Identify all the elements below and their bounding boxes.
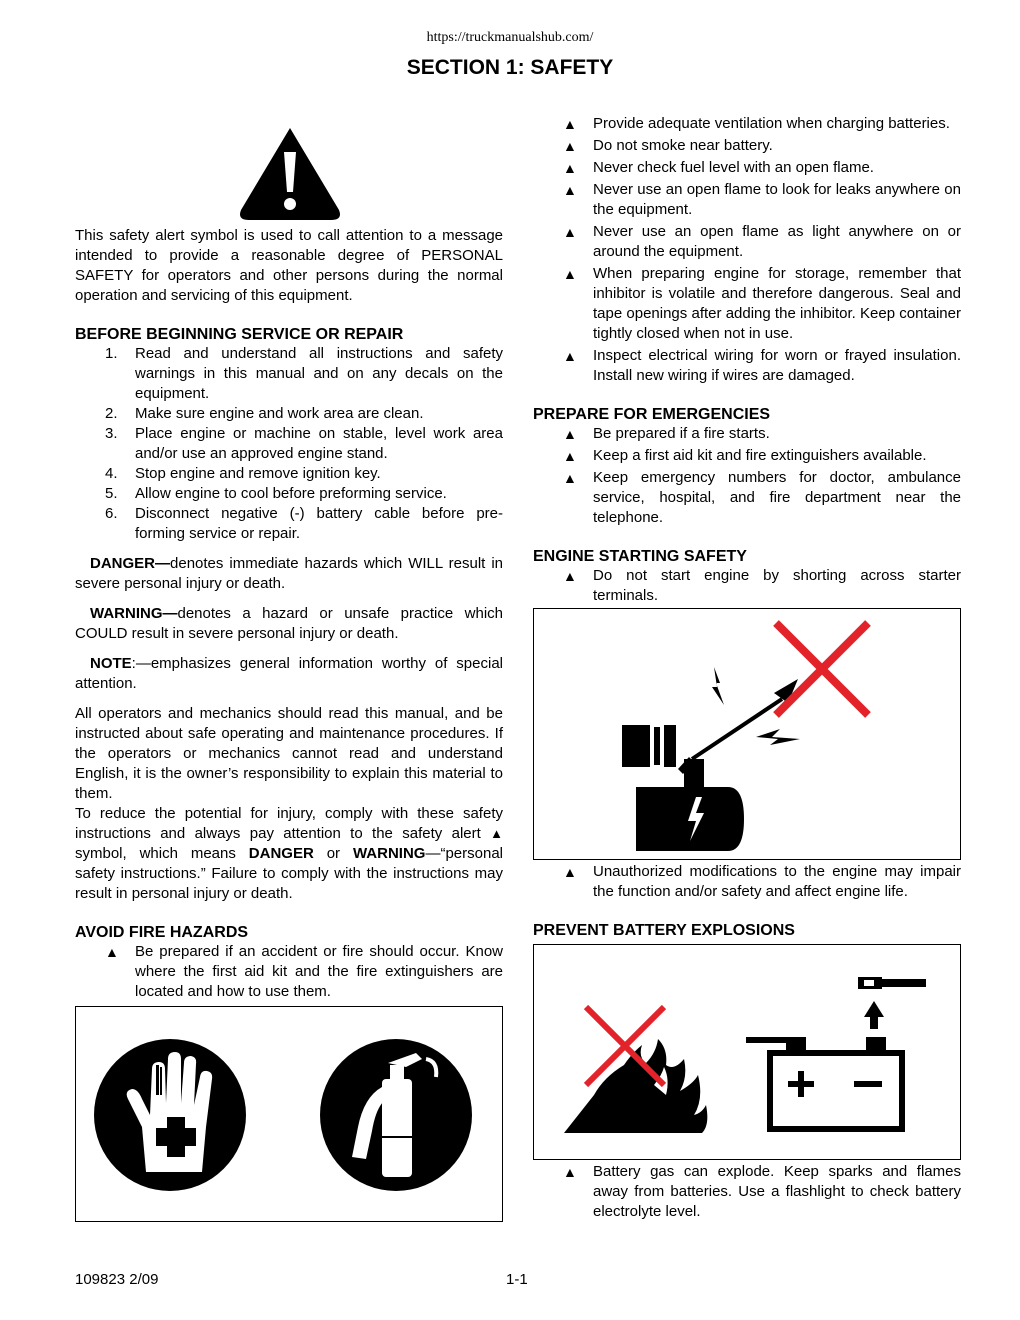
engine-starting-list	[533, 566, 961, 606]
fire-precautions-list	[533, 114, 961, 386]
right-column	[533, 114, 961, 1222]
emergencies-heading: PREPARE FOR EMERGENCIES	[533, 406, 771, 423]
list-item: ▲ When preparing engine for storage, remember that inhibitor is volatile and therefore dangerous. Seal and tape openings after adding the inhibitor. Keep container tightly closed when not in use.	[563, 265, 961, 342]
list-item: 3. Place engine or machine on stable, level work area and/or use an approved engine stand.	[105, 425, 503, 462]
page-title: SECTION 1: SAFETY	[406, 56, 614, 79]
list-item: ▲ Battery gas can explode. Keep sparks and flames away from batteries. Use a flashlight to check battery electrolyte level.	[563, 1163, 961, 1220]
list-item: ▲ Unauthorized modifications to the engine may impair the function and/or safety and affect engine life.	[563, 863, 961, 900]
list-item: 5. Allow engine to cool before preforming service.	[105, 485, 447, 502]
list-item: 6. Disconnect negative (-) battery cable before pre-forming service or repair.	[105, 505, 503, 542]
battery-explosions-heading: PREVENT BATTERY EXPLOSIONS	[533, 922, 795, 939]
starter-shorting-figure	[533, 608, 961, 860]
before-service-heading: BEFORE BEGINNING SERVICE OR REPAIR	[75, 326, 404, 343]
operators-paragraph: All operators and mechanics should read this manual, and be instructed about safe operating and maintenance procedures. If the operators or mechanics cannot read and understand English, it is the owner’s responsibility to explain this material to them.	[75, 705, 503, 802]
first-aid-glove-icon	[94, 1039, 246, 1191]
list-item: ▲ Never use an open flame to look for leaks anywhere on the equipment.	[563, 181, 961, 218]
list-item: ▲ Never use an open flame as light anywhere on or around the equipment.	[563, 223, 961, 260]
list-item: ▲ Never check fuel level with an open flame.	[563, 159, 874, 176]
list-item: 4. Stop engine and remove ignition key.	[105, 465, 381, 482]
battery-icon	[746, 1037, 902, 1129]
list-item: 1. Read and understand all instructions and safety warnings in this manual and on any decals on the equipment.	[105, 345, 503, 402]
battery-list	[533, 1162, 961, 1222]
page-number: 1-1	[506, 1271, 528, 1288]
fire-hazards-list	[75, 942, 503, 1002]
engine-starting-heading: ENGINE STARTING SAFETY	[533, 548, 747, 565]
battery-explosion-figure	[533, 944, 961, 1160]
left-column	[75, 114, 503, 1222]
modifications-list	[533, 862, 961, 902]
warning-triangle-icon	[235, 124, 345, 224]
list-item: ▲ Keep a first aid kit and fire extinguishers available.	[563, 447, 927, 464]
prohibited-x-icon	[776, 623, 868, 715]
safety-alert-inline-icon: ▲	[490, 826, 503, 841]
before-service-steps	[75, 344, 503, 544]
starter-motor-icon	[622, 725, 744, 851]
list-item: ▲ Be prepared if a fire starts.	[563, 425, 770, 442]
list-item: ▲ Provide adequate ventilation when charging batteries.	[563, 115, 950, 132]
list-item: ▲ Inspect electrical wiring for worn or frayed insulation. Install new wiring if wires are damaged.	[563, 347, 961, 384]
document-number: 109823 2/09	[75, 1271, 159, 1288]
intro-paragraph: This safety alert symbol is used to call attention to a message intended to provide a reasonable degree of PERSONAL SAFETY for operators and other persons during the normal operation and servicing of this equipment.	[75, 227, 503, 304]
fire-hazards-heading: AVOID FIRE HAZARDS	[75, 924, 249, 941]
emergencies-list	[533, 424, 961, 528]
reduce-injury-paragraph: To reduce the potential for injury, comply with these safety instructions and always pay attention to the safety alert ▲ symbol, which means DANGER or WARNING—“personal safety instructions.” Failure to comply with the instructions may result in personal injury or death.	[75, 805, 503, 902]
fire-extinguisher-icon	[320, 1039, 472, 1191]
flashlight-icon	[858, 977, 926, 1029]
list-item: ▲ Do not smoke near battery.	[563, 137, 773, 154]
list-item: ▲ Keep emergency numbers for doctor, ambulance service, hospital, and fire department near the telephone.	[563, 469, 961, 526]
list-item: ▲ Be prepared if an accident or fire should occur. Know where the first aid kit and the fire extinguishers are located and how to use them.	[105, 943, 503, 1000]
danger-definition: DANGER—denotes immediate hazards which WILL result in severe personal injury or death.	[75, 555, 503, 592]
list-item: ▲ Do not start engine by shorting across starter terminals.	[563, 567, 961, 604]
safety-alert-symbol	[75, 114, 503, 226]
list-item: 2. Make sure engine and work area are clean.	[105, 405, 424, 422]
first-aid-extinguisher-figure	[75, 1006, 503, 1222]
warning-definition: WARNING—denotes a hazard or unsafe practice which COULD result in severe personal injury or death.	[75, 605, 503, 642]
note-definition: NOTE:—emphasizes general information worthy of special attention.	[75, 655, 503, 692]
source-url[interactable]: https://truckmanualshub.com/	[426, 30, 594, 45]
